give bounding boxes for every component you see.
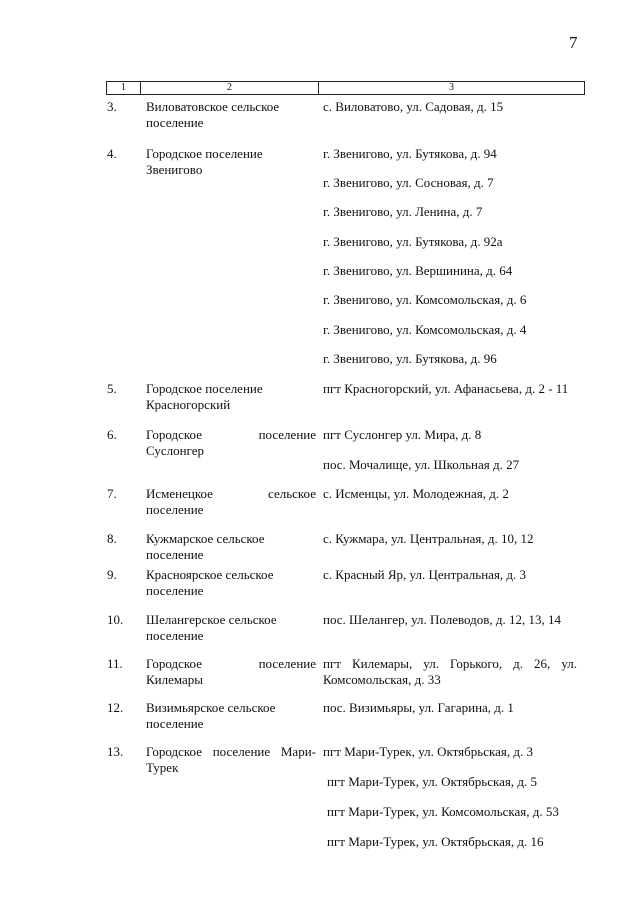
settlement-name: Городское поселение Килемары [146, 656, 316, 687]
row-number: 6. [107, 427, 117, 442]
address: пгт Красногорский, ул. Афанасьева, д. 2 - 11 [323, 381, 569, 396]
address: пгт Мари-Турек, ул. Октябрьская, д. 16 [327, 834, 544, 849]
address: г. Звенигово, ул. Комсомольская, д. 6 [323, 292, 527, 307]
settlement-name: Шелангерское сельское поселение [146, 612, 277, 643]
address: г. Звенигово, ул. Бутякова, д. 96 [323, 351, 497, 366]
row-number: 5. [107, 381, 117, 396]
settlement-name: Красноярское сельское поселение [146, 567, 274, 598]
settlement-name: Визимьярское сельское поселение [146, 700, 276, 731]
row-number: 10. [107, 612, 124, 627]
settlement-name: Кужмарское сельское поселение [146, 531, 265, 562]
address: пгт Килемары, ул. Горького, д. 26, ул. Комсомольская, д. 33 [323, 656, 577, 687]
address: г. Звенигово, ул. Вершинина, д. 64 [323, 263, 513, 278]
address: с. Исменцы, ул. Молодежная, д. 2 [323, 486, 509, 501]
row-number: 13. [107, 744, 124, 759]
address: пос. Шелангер, ул. Полеводов, д. 12, 13, 14 [323, 612, 562, 627]
settlement-name: Городское поселение Мари-Турек [146, 744, 316, 775]
row-number: 3. [107, 99, 117, 114]
address: с. Кужмара, ул. Центральная, д. 10, 12 [323, 531, 534, 546]
table-header [106, 81, 585, 95]
address: г. Звенигово, ул. Комсомольская, д. 4 [323, 322, 527, 337]
settlement-name: Исменецкое сельское поселение [146, 486, 316, 517]
row-number: 4. [107, 146, 117, 161]
header-col-2: 2 [141, 82, 319, 94]
row-number: 9. [107, 567, 117, 582]
header-col-3: 3 [449, 82, 454, 93]
page-number: 7 [569, 33, 578, 52]
address: пгт Суслонгер ул. Мира, д. 8 [323, 427, 482, 442]
address: с. Красный Яр, ул. Центральная, д. 3 [323, 567, 527, 582]
address: г. Звенигово, ул. Сосновая, д. 7 [323, 175, 494, 190]
address: пгт Мари-Турек, ул. Октябрьская, д. 3 [323, 744, 533, 759]
address: пгт Мари-Турек, ул. Октябрьская, д. 5 [327, 774, 537, 789]
settlement-name: Городское поселение Красногорский [146, 381, 263, 412]
address: г. Звенигово, ул. Бутякова, д. 94 [323, 146, 497, 161]
row-number: 12. [107, 700, 124, 715]
address: пгт Мари-Турек, ул. Комсомольская, д. 53 [327, 804, 559, 819]
address: пос. Визимьяры, ул. Гагарина, д. 1 [323, 700, 514, 715]
address: г. Звенигово, ул. Бутякова, д. 92а [323, 234, 503, 249]
row-number: 7. [107, 486, 117, 501]
address: пос. Мочалище, ул. Школьная д. 27 [323, 457, 520, 472]
settlement-name: Городское поселение Звенигово [146, 146, 263, 177]
address: г. Звенигово, ул. Ленина, д. 7 [323, 204, 483, 219]
row-number: 11. [107, 656, 123, 671]
settlement-name: Городское поселение Суслонгер [146, 427, 316, 458]
row-number: 8. [107, 531, 117, 546]
header-col-1: 1 [107, 82, 141, 94]
address: с. Виловатово, ул. Садовая, д. 15 [323, 99, 504, 114]
settlement-name: Виловатовское сельское поселение [146, 99, 280, 130]
